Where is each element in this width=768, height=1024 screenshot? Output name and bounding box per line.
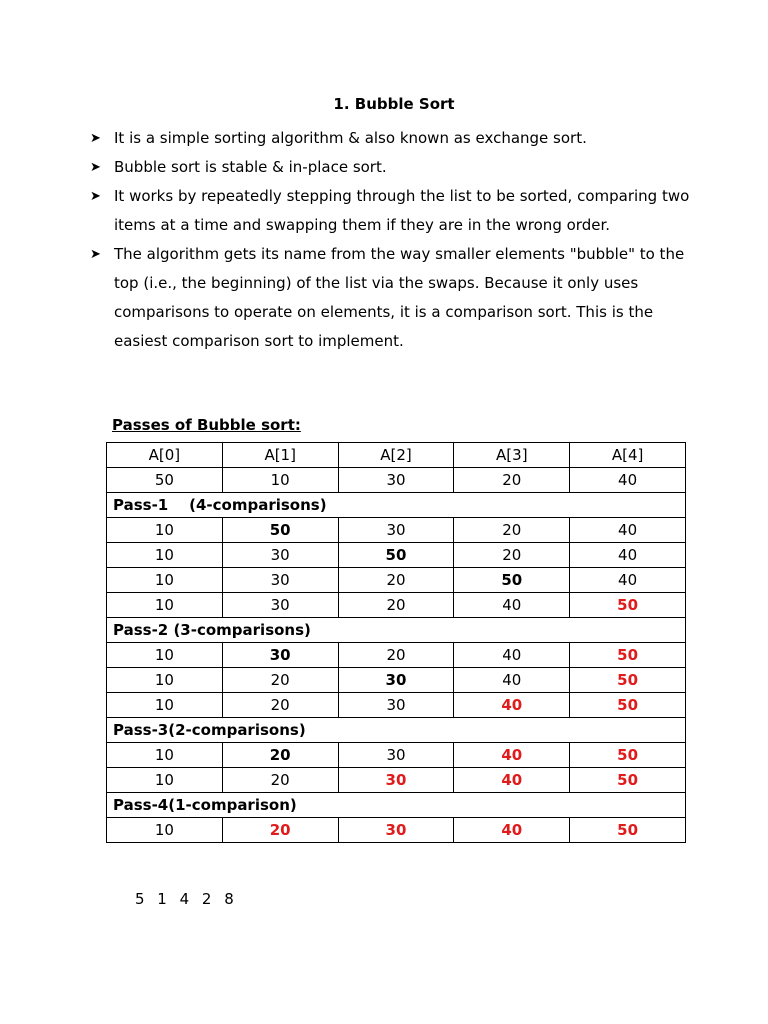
table-cell: 30 [338,818,454,843]
table-cell: 20 [222,818,338,843]
header-row [107,443,686,468]
table-cell: 30 [338,518,454,543]
pass-label-row [107,793,686,818]
table-row [107,693,686,718]
table-cell: 40 [454,643,570,668]
table-cell: 20 [338,568,454,593]
pass-label-row [107,718,686,743]
bullet-text: It is a simple sorting algorithm & also known as exchange sort. [114,129,587,147]
table-cell: 10 [107,768,223,793]
table-cell: 30 [222,568,338,593]
page-title: 1. Bubble Sort [333,95,455,113]
table-cell: 20 [222,693,338,718]
table-cell: 40 [570,518,686,543]
table-row [107,768,686,793]
table-cell: 20 [454,468,570,493]
table-cell: 40 [454,818,570,843]
table-cell: 30 [338,468,454,493]
table-cell: 40 [570,568,686,593]
table-cell: 50 [570,593,686,618]
arrow-bullet-icon: ➤ [90,131,101,146]
table-cell: 20 [222,668,338,693]
table-cell: 20 [338,643,454,668]
table-cell: 50 [570,768,686,793]
bullet-text: It works by repeatedly stepping through the list to be sorted, comparing two items at a time and swapping them if they are in the wrong order. [114,187,690,234]
pass-label-row [107,493,686,518]
header-cell: A[1] [222,443,338,468]
pass-label-row [107,618,686,643]
header-cell: A[2] [338,443,454,468]
table-cell: 50 [570,693,686,718]
bullet-item [90,124,690,153]
table-cell: 10 [107,543,223,568]
table-cell: 50 [570,818,686,843]
table-cell: 20 [454,543,570,568]
table-cell: 30 [338,768,454,793]
table-cell: 10 [107,668,223,693]
bullet-text: The algorithm gets its name from the way smaller elements "bubble" to the top (i.e., the beginning) of the list via the swaps. Because it only uses comparisons to operate on elements, it is a comparison sort. This is the easiest comparison sort to implement. [114,245,685,350]
table-row [107,668,686,693]
pass-label: Pass-3(2-comparisons) [107,718,686,743]
table-cell: 40 [454,593,570,618]
table-cell: 40 [454,743,570,768]
pass-label: Pass-1 (4-comparisons) [107,493,686,518]
pass-label: Pass-2 (3-comparisons) [107,618,686,643]
header-cell: A[4] [570,443,686,468]
table-cell: 30 [338,743,454,768]
table-cell: 20 [222,743,338,768]
header-cell: A[0] [107,443,223,468]
table-cell: 10 [107,568,223,593]
arrow-bullet-icon: ➤ [90,247,101,262]
table-cell: 50 [570,643,686,668]
table-body [107,443,686,843]
bubble-sort-table [106,442,686,843]
table-cell: 20 [454,518,570,543]
bullet-item [90,153,690,182]
table-cell: 20 [338,593,454,618]
table-row [107,643,686,668]
arrow-bullet-icon: ➤ [90,160,101,175]
table-row [107,518,686,543]
initial-row [107,468,686,493]
table-cell: 50 [454,568,570,593]
table-cell: 50 [570,743,686,768]
table-cell: 50 [570,668,686,693]
table-row [107,743,686,768]
table-cell: 30 [222,593,338,618]
pass-label: Pass-4(1-comparison) [107,793,686,818]
table-cell: 40 [570,543,686,568]
table-row [107,568,686,593]
table-cell: 10 [107,518,223,543]
table-cell: 40 [454,768,570,793]
bullet-item [90,240,690,356]
passes-heading: Passes of Bubble sort: [112,416,301,434]
table-cell: 20 [222,768,338,793]
bullet-list [90,124,690,356]
table-cell: 10 [107,743,223,768]
table-cell: 30 [338,668,454,693]
table-cell: 40 [454,668,570,693]
table-cell: 40 [454,693,570,718]
table-cell: 10 [107,593,223,618]
table-cell: 10 [107,818,223,843]
arrow-bullet-icon: ➤ [90,189,101,204]
bullet-text: Bubble sort is stable & in-place sort. [114,158,387,176]
table-cell: 50 [338,543,454,568]
bullet-item [90,182,690,240]
table-cell: 30 [222,643,338,668]
table-row [107,543,686,568]
table-cell: 50 [107,468,223,493]
table-cell: 10 [107,693,223,718]
example-sequence: 5 1 4 2 8 [135,890,234,908]
table-cell: 40 [570,468,686,493]
table-row [107,818,686,843]
table-row [107,593,686,618]
table-cell: 30 [222,543,338,568]
table-cell: 30 [338,693,454,718]
table-cell: 10 [222,468,338,493]
table-cell: 50 [222,518,338,543]
header-cell: A[3] [454,443,570,468]
table-cell: 10 [107,643,223,668]
